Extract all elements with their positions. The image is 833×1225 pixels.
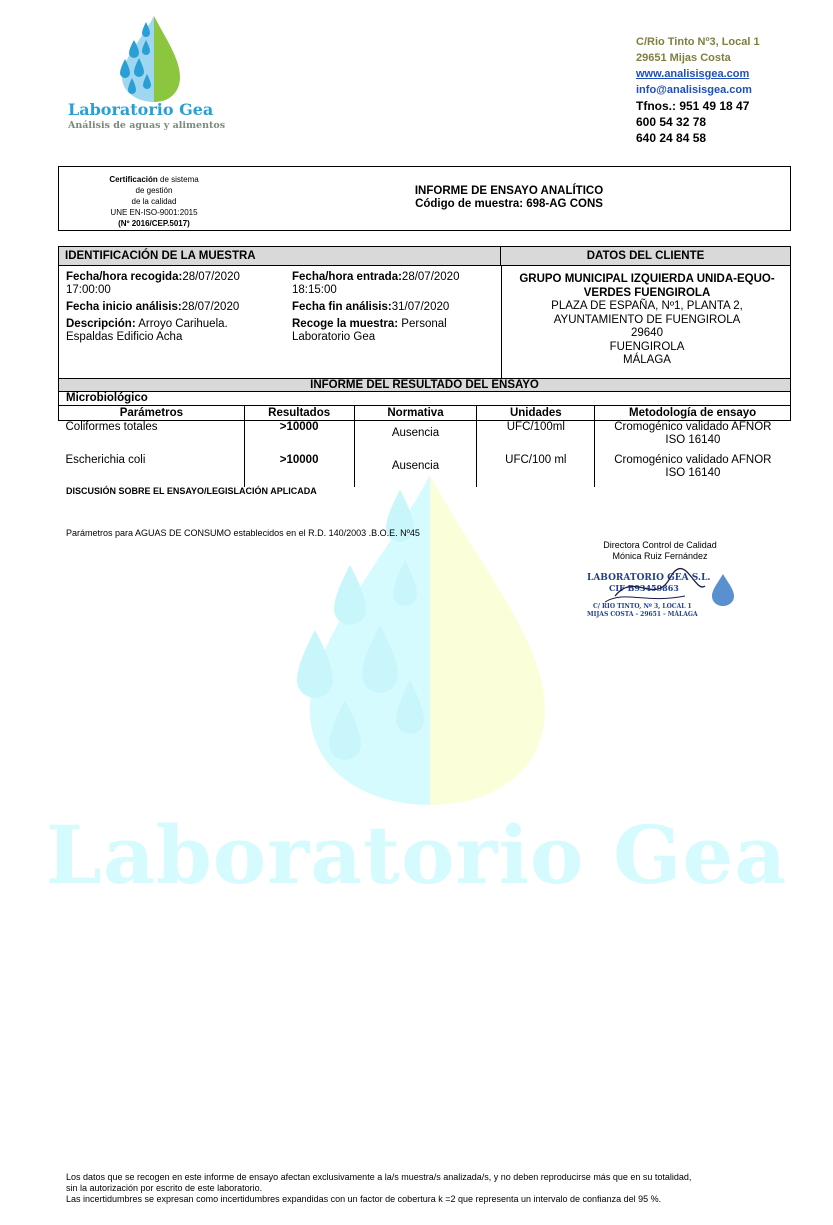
cell-method: Cromogénico validado AFNOR ISO 16140 bbox=[614, 421, 772, 446]
client-province: MÁLAGA bbox=[623, 354, 671, 366]
cell-method: Cromogénico validado AFNOR ISO 16140 bbox=[614, 454, 772, 479]
watermark-text: Laboratorio Gea bbox=[45, 808, 788, 902]
signature-block bbox=[560, 540, 760, 562]
sample-code: Código de muestra: 698-AG CONS bbox=[415, 198, 603, 210]
logo-subtitle: Análisis de aguas y alimentos bbox=[68, 120, 226, 131]
client-city: FUENGIROLA bbox=[609, 340, 685, 353]
logo-drops-icon bbox=[112, 14, 182, 104]
cert-line-4: UNE EN-ISO-9001:2015 bbox=[110, 208, 198, 217]
footer-line-2: sin la autorización por escrito de este laboratorio. bbox=[66, 1183, 263, 1193]
footer-line-3: Las incertidumbres se expresan como incertidumbres expandidas con un factor de cobertura k =2 que representa un intervalo de confianza del 95 %. bbox=[66, 1194, 662, 1204]
cell-norm: Ausencia bbox=[391, 427, 440, 439]
discussion-heading: DISCUSIÓN SOBRE EL ENSAYO/LEGISLACIÓN APLICADA bbox=[66, 486, 317, 496]
collected-field: Fecha/hora recogida:28/07/2020 17:00:00 bbox=[66, 271, 240, 296]
svg-text:LABORATORIO GEA S.L.: LABORATORIO GEA S.L. bbox=[587, 573, 711, 583]
email-link[interactable]: info@analisisgea.com bbox=[636, 84, 752, 96]
cell-result: >10000 bbox=[244, 454, 354, 487]
client-postcode: 29640 bbox=[631, 327, 663, 339]
address-line-1: C/Rio Tinto Nº3, Local 1 bbox=[636, 36, 760, 48]
col-metodologia: Metodología de ensayo bbox=[595, 406, 791, 421]
start-field: Fecha inicio análisis:28/07/2020 bbox=[66, 301, 240, 313]
signature-role: Directora Control de Calidad bbox=[603, 540, 717, 550]
logo-name: Laboratorio Gea bbox=[68, 100, 214, 119]
watermark-drops-icon bbox=[290, 470, 550, 810]
cell-param: Escherichia coli bbox=[65, 454, 146, 466]
parameters-note: Parámetros para AGUAS DE CONSUMO establecidos en el R.D. 140/2003 .B.O.E. Nº45 bbox=[66, 528, 420, 538]
results-section-title: INFORME DEL RESULTADO DEL ENSAYO bbox=[58, 378, 791, 392]
sample-section-title: IDENTIFICACIÓN DE LA MUESTRA bbox=[59, 247, 501, 266]
client-name-2: VERDES FUENGIROLA bbox=[583, 286, 711, 299]
client-section-title: DATOS DEL CLIENTE bbox=[501, 247, 790, 266]
client-address-1: PLAZA DE ESPAÑA, Nº1, PLANTA 2, bbox=[551, 300, 743, 312]
table-row bbox=[59, 421, 791, 455]
phone-3: 640 24 84 58 bbox=[636, 131, 707, 145]
cert-rest: de sistema bbox=[157, 175, 199, 184]
col-parametros: Parámetros bbox=[59, 406, 245, 421]
report-title bbox=[359, 185, 659, 211]
collector-field: Recoge la muestra: Personal Laboratorio Gea bbox=[292, 318, 447, 343]
client-details bbox=[502, 273, 792, 368]
cert-line-5: (Nº 2016/CEP.5017) bbox=[118, 219, 190, 228]
table-row bbox=[59, 454, 791, 487]
phone-1: Tfnos.: 951 49 18 47 bbox=[636, 99, 750, 113]
footer-disclaimer bbox=[66, 1172, 796, 1205]
col-normativa: Normativa bbox=[354, 406, 477, 421]
contact-block bbox=[636, 34, 760, 146]
cert-line-2: de gestión bbox=[135, 186, 173, 195]
svg-text:MIJAS COSTA - 29651 - MÁLAGA: MIJAS COSTA - 29651 - MÁLAGA bbox=[587, 611, 698, 618]
description-field: Descripción: Arroyo Carihuela. Espaldas Edificio Acha bbox=[66, 318, 228, 343]
cell-param: Coliformes totales bbox=[65, 421, 158, 433]
client-address-2: AYUNTAMIENTO DE FUENGIROLA bbox=[553, 313, 741, 326]
address-line-2: 29651 Mijas Costa bbox=[636, 52, 731, 64]
report-title-text: INFORME DE ENSAYO ANALÍTICO bbox=[414, 185, 604, 197]
sample-client-box bbox=[58, 246, 791, 379]
certification-block bbox=[93, 174, 215, 229]
table-header-row bbox=[59, 406, 791, 421]
cell-unit: UFC/100 ml bbox=[477, 454, 595, 487]
col-resultados: Resultados bbox=[244, 406, 354, 421]
signature-name: Mónica Ruiz Fernández bbox=[612, 551, 708, 561]
entry-field: Fecha/hora entrada:28/07/2020 18:15:00 bbox=[292, 271, 460, 296]
col-unidades: Unidades bbox=[477, 406, 595, 421]
company-stamp-icon bbox=[585, 566, 735, 620]
end-field: Fecha fin análisis:31/07/2020 bbox=[292, 301, 450, 313]
client-name-1: GRUPO MUNICIPAL IZQUIERDA UNIDA-EQUO- bbox=[519, 273, 775, 285]
footer-line-1: Los datos que se recogen en este informe de ensayo afectan exclusivamente a la/s muestra/s analizada/s, y no deben reproducirse más que en su totalidad, bbox=[66, 1172, 692, 1182]
cell-unit: UFC/100ml bbox=[477, 421, 595, 455]
cell-norm: Ausencia bbox=[391, 460, 440, 472]
cert-bold: Certificación bbox=[109, 175, 158, 184]
results-category: Microbiológico bbox=[66, 392, 148, 404]
cert-line-3: de la calidad bbox=[131, 197, 177, 206]
report-title-box bbox=[58, 166, 791, 231]
website-link[interactable]: www.analisisgea.com bbox=[636, 68, 750, 80]
svg-text:CIF B93459863: CIF B93459863 bbox=[609, 583, 679, 593]
results-table bbox=[58, 405, 791, 487]
svg-text:C/ RIO TINTO, Nº 3, LOCAL 1: C/ RIO TINTO, Nº 3, LOCAL 1 bbox=[593, 603, 692, 610]
phone-2: 600 54 32 78 bbox=[636, 115, 707, 129]
cell-result: >10000 bbox=[244, 421, 354, 455]
